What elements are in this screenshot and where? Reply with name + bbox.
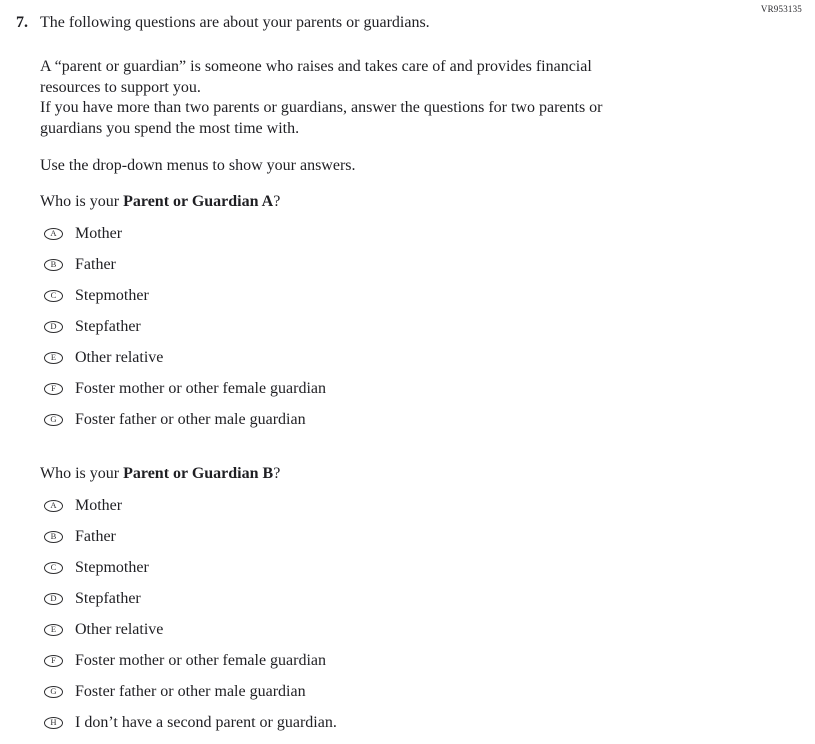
answer-bubble-f-icon: F: [44, 383, 63, 395]
guardian-b-prompt-prefix: Who is your: [40, 465, 124, 482]
option-label: Father: [75, 255, 116, 273]
option-label: Other relative: [75, 620, 164, 638]
guardian-b-prompt-suffix: ?: [273, 465, 281, 482]
guardian-b-prompt: [40, 463, 775, 484]
intro-line: resources to support you.: [40, 78, 201, 96]
option-label: I don’t have a second parent or guardian.: [75, 713, 337, 731]
option-label: Stepfather: [75, 317, 141, 335]
option-a-foster-father[interactable]: [40, 404, 775, 435]
option-a-father[interactable]: [40, 249, 775, 280]
answer-bubble-b-icon: B: [44, 531, 63, 543]
option-label: Foster father or other male guardian: [75, 682, 306, 700]
option-b-stepmother[interactable]: [40, 552, 775, 583]
answer-bubble-e-icon: E: [44, 624, 63, 636]
answer-bubble-d-icon: D: [44, 321, 63, 333]
option-label: Foster father or other male guardian: [75, 410, 306, 428]
answer-bubble-f-icon: F: [44, 655, 63, 667]
option-b-foster-mother[interactable]: [40, 645, 775, 676]
option-b-no-second-guardian[interactable]: [40, 707, 775, 738]
answer-bubble-h-icon: H: [44, 717, 63, 729]
guardian-a-prompt-prefix: Who is your: [40, 193, 124, 210]
option-label: Father: [75, 527, 116, 545]
option-a-stepfather[interactable]: [40, 311, 775, 342]
answer-bubble-e-icon: E: [44, 352, 63, 364]
option-b-mother[interactable]: [40, 490, 775, 521]
option-b-foster-father[interactable]: [40, 676, 775, 707]
answer-bubble-a-icon: A: [44, 228, 63, 240]
guardian-b-prompt-bold: Parent or Guardian B: [123, 465, 274, 482]
answer-bubble-b-icon: B: [44, 259, 63, 271]
question-line: [16, 12, 775, 33]
option-label: Mother: [75, 496, 123, 514]
option-a-other-relative[interactable]: [40, 342, 775, 373]
option-label: Other relative: [75, 348, 164, 366]
answer-bubble-c-icon: C: [44, 290, 63, 302]
answer-bubble-a-icon: A: [44, 500, 63, 512]
option-label: Mother: [75, 224, 123, 242]
option-a-stepmother[interactable]: [40, 280, 775, 311]
form-code: VR953135: [760, 4, 802, 14]
option-b-father[interactable]: [40, 521, 775, 552]
option-b-other-relative[interactable]: [40, 614, 775, 645]
guardian-a-prompt-suffix: ?: [273, 193, 281, 210]
intro-line: guardians you spend the most time with.: [40, 119, 300, 137]
intro-line: A “parent or guardian” is someone who raises and takes care of and provides financial: [40, 58, 592, 75]
intro-line: If you have more than two parents or guardians, answer the questions for two parents or: [40, 99, 603, 116]
option-a-foster-mother[interactable]: [40, 373, 775, 404]
option-label: Stepfather: [75, 589, 141, 607]
answer-bubble-c-icon: C: [44, 562, 63, 574]
option-b-stepfather[interactable]: [40, 583, 775, 614]
answer-bubble-g-icon: G: [44, 686, 63, 698]
guardian-a-prompt: [40, 191, 775, 212]
guardian-b-options: [40, 490, 775, 738]
question-text: The following questions are about your parents or guardians.: [40, 14, 430, 31]
question-number: 7.: [16, 14, 28, 31]
intro-paragraph: [40, 57, 775, 139]
answer-bubble-d-icon: D: [44, 593, 63, 605]
guardian-a-options: [40, 218, 775, 435]
dropdown-instruction: Use the drop-down menus to show your answers.: [40, 157, 356, 174]
guardian-a-prompt-bold: Parent or Guardian A: [123, 193, 274, 210]
answer-bubble-g-icon: G: [44, 414, 63, 426]
option-label: Foster mother or other female guardian: [75, 379, 327, 397]
option-label: Stepmother: [75, 286, 149, 304]
option-label: Foster mother or other female guardian: [75, 651, 327, 669]
option-a-mother[interactable]: [40, 218, 775, 249]
option-label: Stepmother: [75, 558, 149, 576]
